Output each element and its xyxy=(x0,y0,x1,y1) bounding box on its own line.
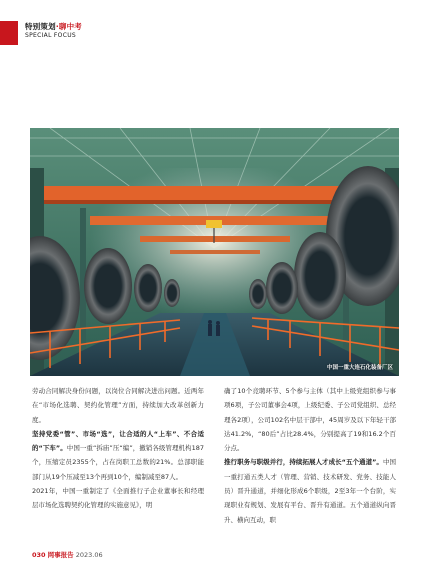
factory-illustration xyxy=(30,128,399,376)
paragraph-lead: 坚持党委“管”、市场“选”，让合适的人“上车”、不合适的“下车”。 xyxy=(32,429,204,453)
section-header xyxy=(0,21,120,45)
photo-caption: 中国一重大连石化装备厂区 xyxy=(326,365,393,371)
paragraph: 确了10个竞聘环节、5个参与主体（其中上级党组织参与事项6项，子公司董事会4项，上级纪委、子公司党组织、总经理各2项），公司102名中层干部中，45周岁及以下年轻干部达41.2%，“80后”占比28.4%，分别提高了19和16.2个百分点。 xyxy=(224,387,396,453)
section-title xyxy=(25,21,82,32)
paragraph-lead: 推行职务与职级并行，持续拓展人才成长“五个通道”。 xyxy=(224,458,383,467)
paragraph-text: 中国一重打通五类人才（管理、营销、技术研发、党务、技能人员）晋升通道，并细化形成6个职级，2至3年一个台阶，实现职业有规划、发展有平台、晋升有通道。五个通道纵向晋升、横向互动，职 xyxy=(224,458,397,524)
paragraph xyxy=(224,455,396,526)
page-number: 030 xyxy=(32,551,46,559)
section-color-bar xyxy=(0,21,18,45)
paragraph xyxy=(32,427,204,484)
section-name: 特别策划 xyxy=(25,22,56,31)
section-dot: · xyxy=(55,22,59,31)
factory-photo xyxy=(30,128,399,376)
page-footer xyxy=(32,550,103,559)
paragraph: 2021年，中国一重制定了《全面推行子企业董事长和经理层市场化选聘契约化管理的实施意见》，明 xyxy=(32,487,204,510)
section-subtitle: 聊中考 xyxy=(58,22,82,31)
issue-date: 2023.06 xyxy=(75,551,103,559)
article-column-right xyxy=(224,384,396,527)
article-column-left xyxy=(32,384,204,513)
paragraph: 劳动合同解决身份问题，以岗位合同解决进出问题。近两年在“市场化选聘、契约化管理”方面，持续加大改革创新力度。 xyxy=(32,387,204,424)
paragraph-text: 中国一重“拆庙”压“编”，撤销各级管理机构187个，压缩定员2355个，占在岗职工总数的21%。总部职能部门从19个压减至13个再到10个，编制减至87人。 xyxy=(32,444,204,481)
magazine-name: 网事报告 xyxy=(47,551,74,559)
section-title-en: SPECIAL FOCUS xyxy=(25,32,76,39)
